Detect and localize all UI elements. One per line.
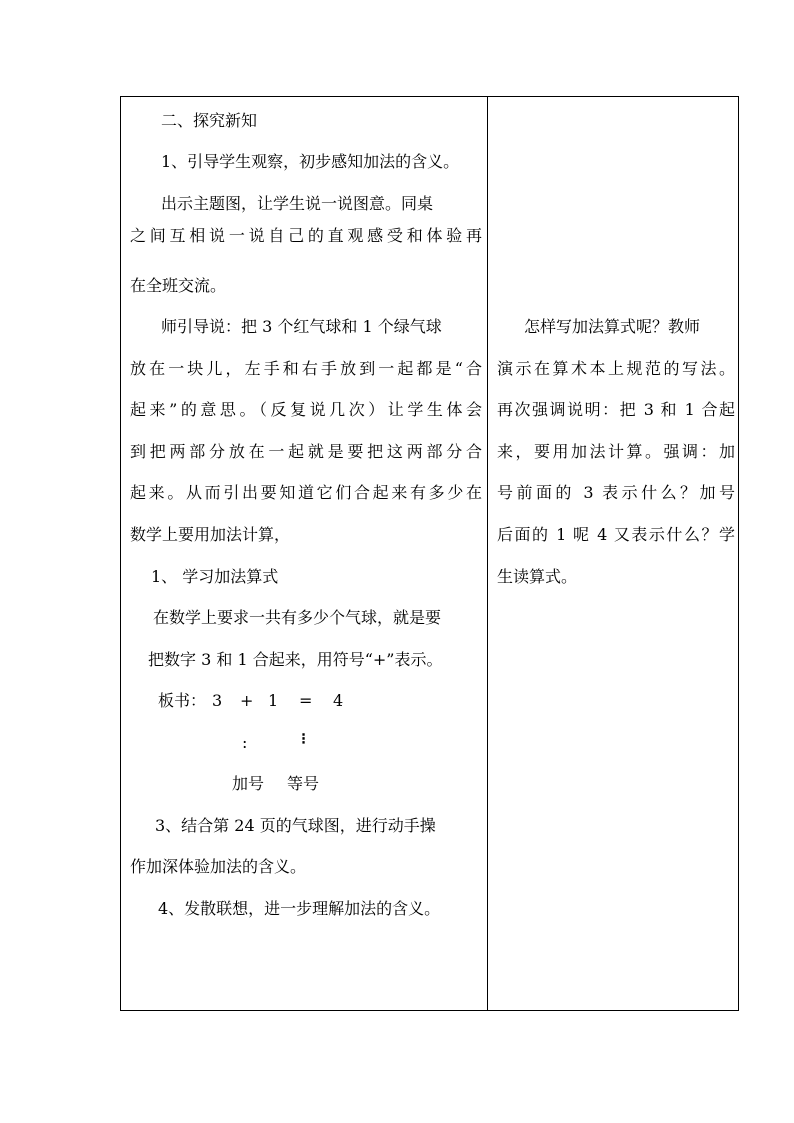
p1-line-3: 在全班交流。	[130, 276, 227, 295]
right-line-2: 演示在算术本上规范的写法。	[497, 359, 735, 378]
right-line-4: 来，要用加法计算。强调：加	[497, 442, 735, 461]
section-heading: 二、探究新知	[161, 111, 258, 130]
board-number-1: 1	[268, 691, 279, 710]
item3-line-1: 3、结合第 24 页的气球图，进行动手操	[155, 816, 436, 835]
item1-title: 1、引导学生观察，初步感知加法的含义。	[161, 152, 460, 171]
board-equals-sign: =	[299, 691, 313, 710]
right-line-7: 生读算式。	[497, 567, 578, 586]
p2-line-5: 起来。从而引出要知道它们合起来有多少在	[130, 483, 482, 502]
p3-line-2: 把数字 3 和 1 合起来，用符号“+”表示。	[148, 650, 443, 669]
item3-line-2: 作加深体验加法的含义。	[130, 857, 307, 876]
right-line-1: 怎样写加法算式呢？教师	[524, 317, 701, 336]
p1-line-2: 之间互相说一说自己的直观感受和体验再	[130, 226, 482, 245]
right-line-3: 再次强调说明：把 3 和 1 合起	[497, 400, 735, 419]
p2-line-2: 放在一块儿，左手和右手放到一起都是“合	[130, 359, 482, 378]
p2-line-1: 师引导说：把 3 个红气球和 1 个绿气球	[161, 317, 442, 336]
right-line-5: 号前面的 3 表示什么？加号	[497, 483, 735, 502]
plus-name-label: 加号	[232, 774, 265, 793]
p2-line-4: 到把两部分放在一起就是要把这两部分合	[130, 442, 482, 461]
item2-title: 1、 学习加法算式	[151, 567, 279, 586]
item4-line: 4、发散联想，进一步理解加法的含义。	[158, 899, 441, 918]
equals-pointer-mark: ⁝	[301, 729, 307, 748]
p2-line-6: 数学上要用加法计算，	[130, 525, 291, 544]
board-plus-sign: +	[240, 691, 254, 710]
board-number-3: 3	[212, 691, 223, 710]
lesson-table	[120, 96, 739, 1011]
board-label: 板书：	[158, 691, 207, 710]
right-column	[488, 97, 739, 1010]
board-result-4: 4	[333, 691, 344, 710]
p3-line-1: 在数学上要求一共有多少个气球，就是要	[153, 608, 442, 627]
p1-line-1: 出示主题图，让学生说一说图意。同桌	[161, 194, 434, 213]
plus-pointer-mark: :	[242, 733, 248, 752]
right-line-6: 后面的 1 呢 4 又表示什么？学	[497, 525, 735, 544]
equals-name-label: 等号	[287, 774, 320, 793]
p2-line-3: 起来”的意思。（反复说几次）让学生体会	[130, 400, 482, 419]
